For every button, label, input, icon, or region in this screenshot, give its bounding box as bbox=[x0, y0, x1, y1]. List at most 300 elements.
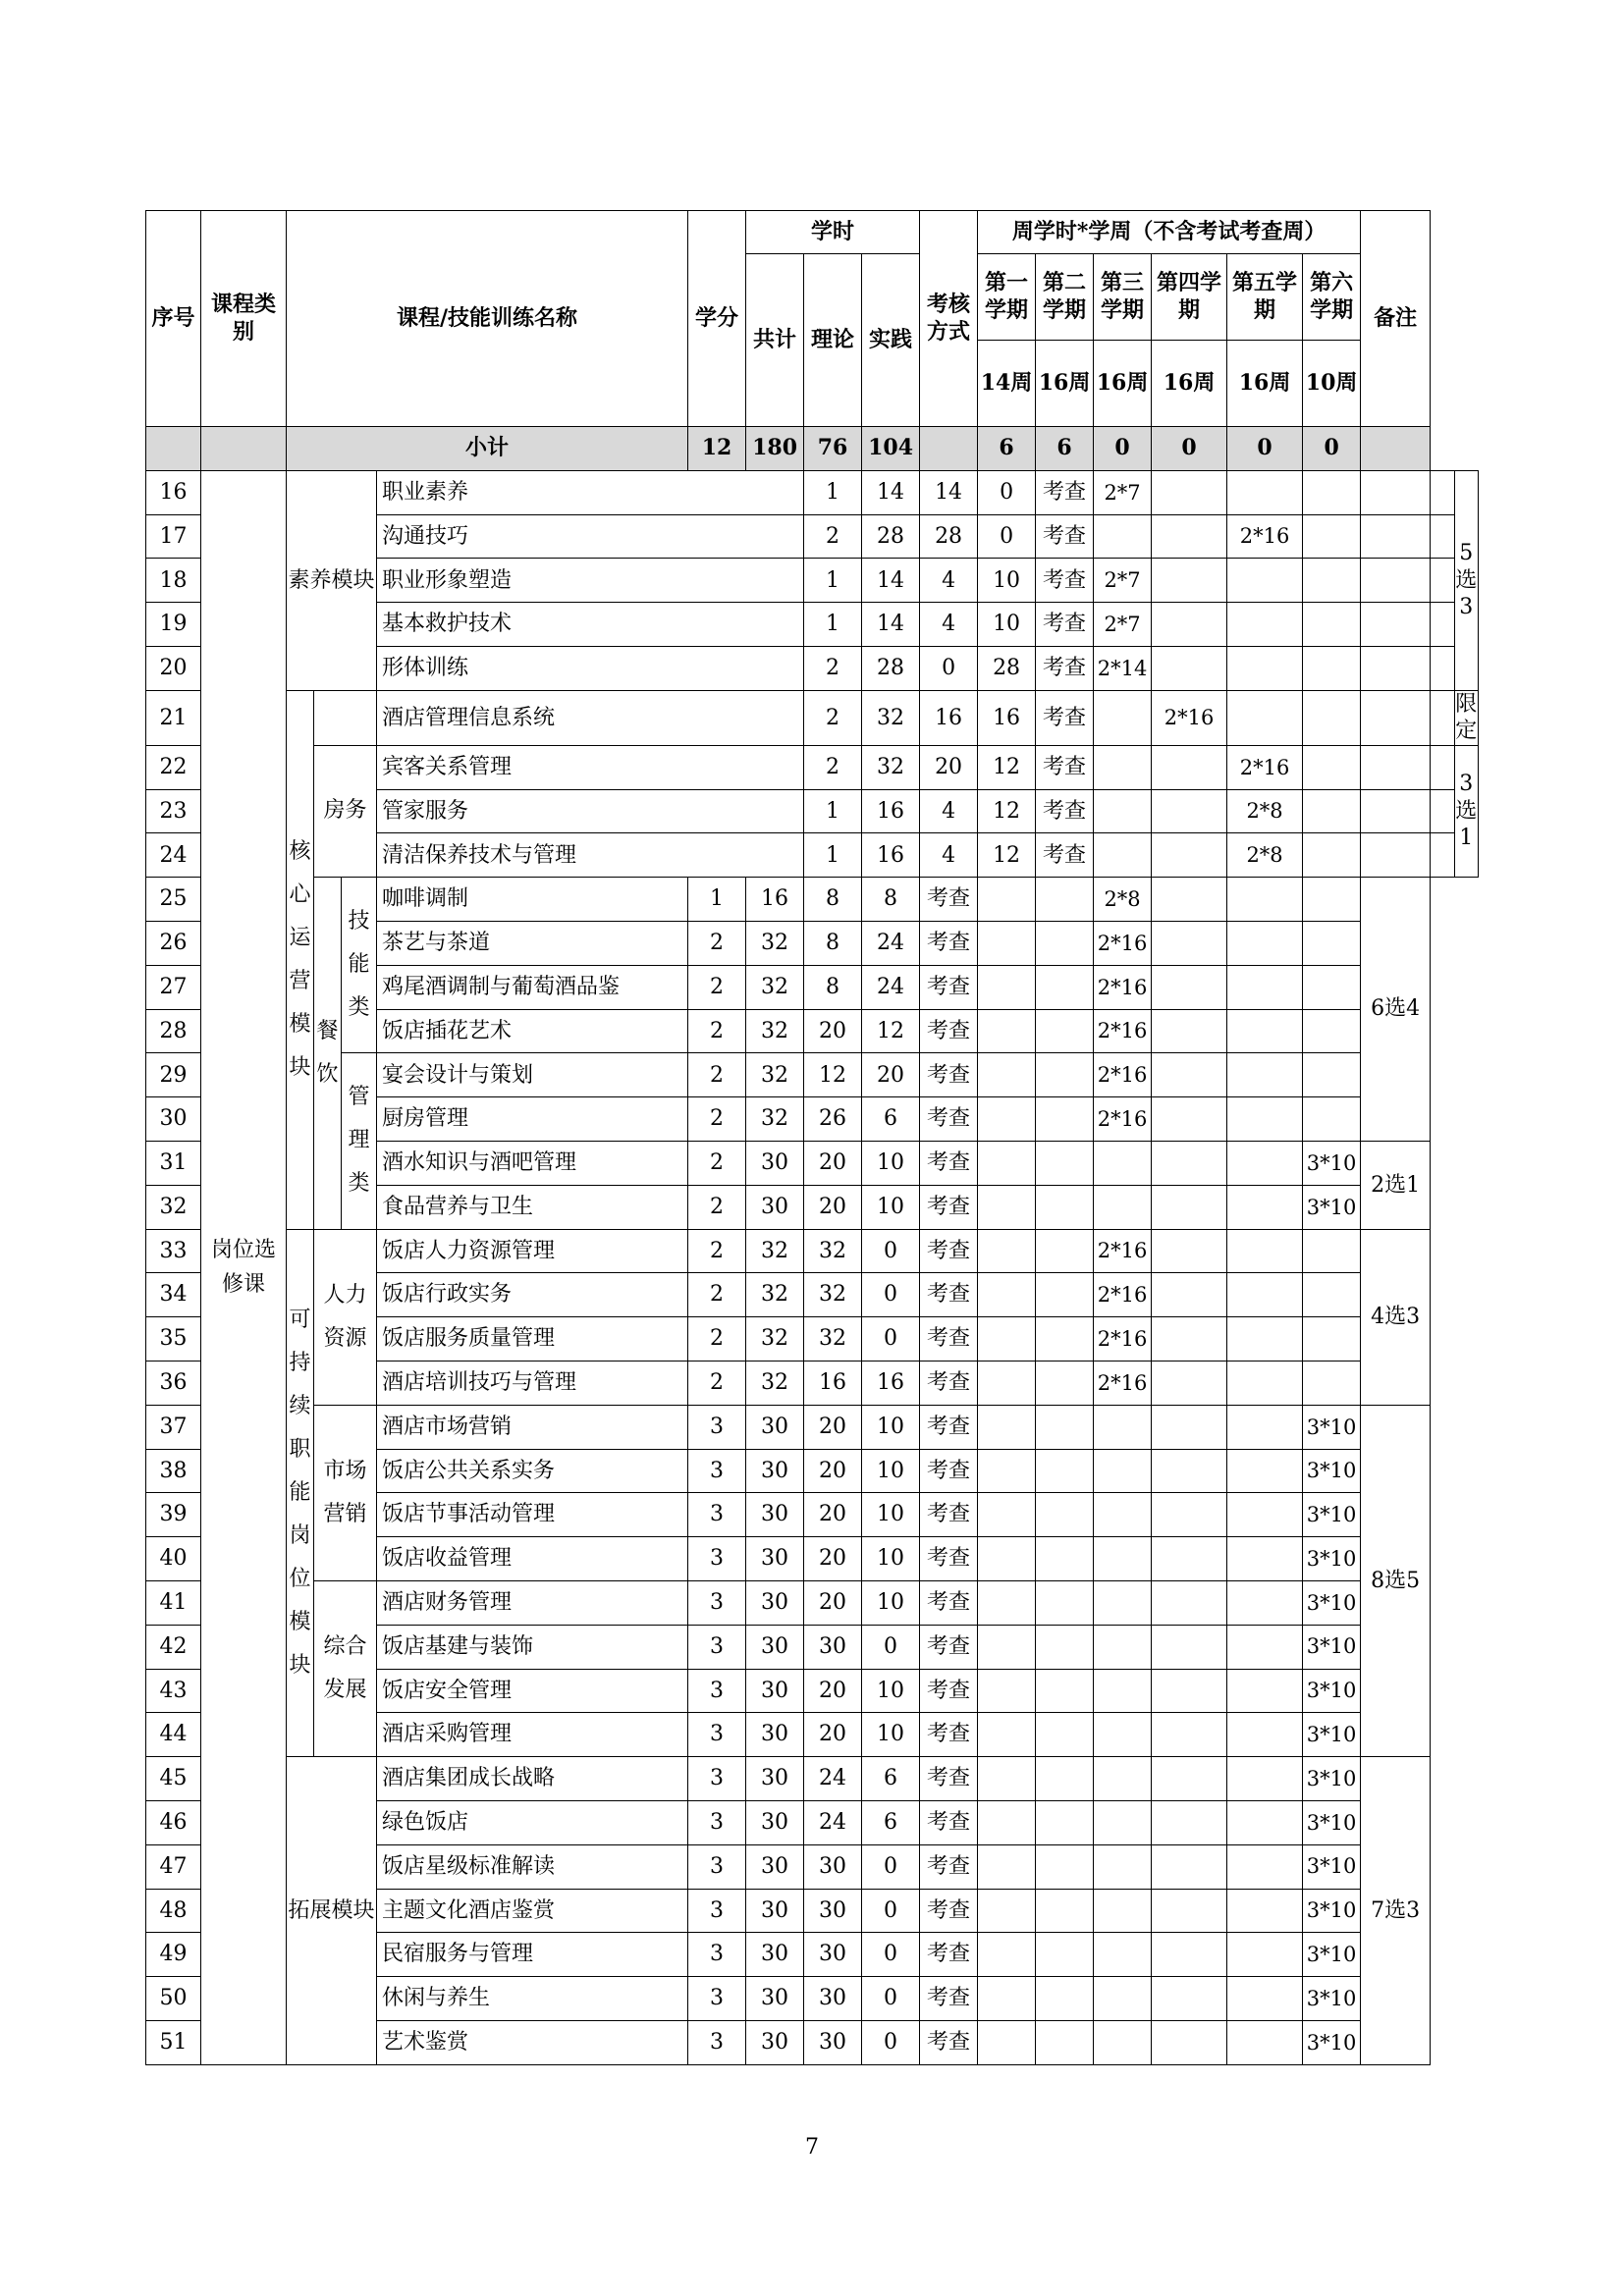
row-total-hours: 30 bbox=[746, 1757, 804, 1801]
row-credit: 2 bbox=[688, 965, 746, 1009]
row-term-schedule bbox=[1152, 1580, 1227, 1625]
category-module: 可持续职能岗位模块 bbox=[287, 1229, 314, 1757]
row-theory-hours: 30 bbox=[804, 1977, 862, 2021]
row-practice-hours: 10 bbox=[862, 1141, 920, 1185]
row-seq: 25 bbox=[146, 878, 201, 922]
subtotal-term: 6 bbox=[978, 427, 1036, 471]
row-total-hours: 30 bbox=[746, 1977, 804, 2021]
row-credit: 3 bbox=[688, 1800, 746, 1844]
row-theory-hours: 16 bbox=[804, 1361, 862, 1405]
row-seq: 29 bbox=[146, 1053, 201, 1097]
row-assessment: 考查 bbox=[920, 1800, 978, 1844]
row-seq: 39 bbox=[146, 1493, 201, 1537]
row-course-name: 酒店管理信息系统 bbox=[377, 690, 804, 745]
row-term-schedule bbox=[1431, 646, 1454, 690]
row-term-schedule bbox=[978, 1844, 1036, 1889]
row-total-hours: 14 bbox=[862, 603, 920, 647]
row-term-schedule bbox=[1303, 1317, 1361, 1362]
row-total-hours: 30 bbox=[746, 1537, 804, 1581]
category-group: 管理类 bbox=[342, 1053, 377, 1229]
row-credit: 3 bbox=[688, 1405, 746, 1449]
row-seq: 50 bbox=[146, 1977, 201, 2021]
row-term-schedule bbox=[1036, 1933, 1094, 1977]
category-sub: 综合发展 bbox=[314, 1580, 377, 1756]
row-seq: 16 bbox=[146, 470, 201, 514]
row-term-schedule bbox=[978, 878, 1036, 922]
row-total-hours: 32 bbox=[746, 1273, 804, 1317]
row-term-schedule bbox=[1303, 1361, 1361, 1405]
row-term-schedule bbox=[1152, 789, 1227, 833]
row-term-schedule bbox=[1361, 470, 1431, 514]
row-term-schedule bbox=[1431, 603, 1454, 647]
row-credit: 2 bbox=[688, 1097, 746, 1142]
row-term-schedule bbox=[1094, 1141, 1152, 1185]
row-practice-hours: 0 bbox=[862, 1273, 920, 1317]
row-assessment: 考查 bbox=[920, 1537, 978, 1581]
row-theory-hours: 4 bbox=[920, 833, 978, 878]
row-term-schedule bbox=[1036, 2020, 1094, 2064]
row-seq: 35 bbox=[146, 1317, 201, 1362]
row-theory-hours: 4 bbox=[920, 559, 978, 603]
row-term-schedule bbox=[1152, 1757, 1227, 1801]
row-note: 8选5 bbox=[1361, 1405, 1431, 1756]
header-assess: 考核方式 bbox=[920, 211, 978, 427]
row-course-name: 沟通技巧 bbox=[377, 514, 804, 559]
row-term-schedule bbox=[1361, 833, 1431, 878]
row-theory-hours: 20 bbox=[804, 1493, 862, 1537]
row-term-schedule: 3*10 bbox=[1303, 1449, 1361, 1493]
row-term-schedule bbox=[978, 2020, 1036, 2064]
row-practice-hours: 10 bbox=[978, 559, 1036, 603]
row-course-name: 宾客关系管理 bbox=[377, 745, 804, 789]
row-course-name: 酒店集团成长战略 bbox=[377, 1757, 688, 1801]
row-course-name: 饭店收益管理 bbox=[377, 1537, 688, 1581]
row-term-schedule bbox=[1152, 1844, 1227, 1889]
row-total-hours: 14 bbox=[862, 559, 920, 603]
row-total-hours: 32 bbox=[746, 1317, 804, 1362]
row-term-schedule bbox=[1227, 1097, 1303, 1142]
category-module: 核心运营模块 bbox=[287, 690, 314, 1229]
header-note: 备注 bbox=[1361, 211, 1431, 427]
row-total-hours: 32 bbox=[746, 1009, 804, 1053]
row-term-schedule: 2*7 bbox=[1094, 559, 1152, 603]
row-assessment: 考查 bbox=[920, 1317, 978, 1362]
row-term-schedule bbox=[1094, 1493, 1152, 1537]
row-course-name: 饭店行政实务 bbox=[377, 1273, 688, 1317]
row-seq: 18 bbox=[146, 559, 201, 603]
row-total-hours: 30 bbox=[746, 1625, 804, 1669]
row-course-name: 厨房管理 bbox=[377, 1097, 688, 1142]
row-term-schedule bbox=[1227, 1185, 1303, 1229]
row-theory-hours: 30 bbox=[804, 2020, 862, 2064]
row-theory-hours: 30 bbox=[804, 1625, 862, 1669]
row-term-schedule: 2*16 bbox=[1094, 1097, 1152, 1142]
row-theory-hours: 20 bbox=[804, 1580, 862, 1625]
row-assessment: 考查 bbox=[920, 1273, 978, 1317]
row-assessment: 考查 bbox=[920, 878, 978, 922]
row-term-schedule bbox=[1361, 559, 1431, 603]
row-term-schedule bbox=[1303, 603, 1361, 647]
row-total-hours: 30 bbox=[746, 1493, 804, 1537]
row-total-hours: 32 bbox=[746, 1229, 804, 1273]
row-seq: 45 bbox=[146, 1757, 201, 1801]
table-row bbox=[146, 1405, 1479, 1449]
row-course-name: 饭店基建与装饰 bbox=[377, 1625, 688, 1669]
subtotal-practice: 104 bbox=[862, 427, 920, 471]
row-term-schedule bbox=[1036, 965, 1094, 1009]
row-theory-hours: 24 bbox=[804, 1800, 862, 1844]
row-term-schedule bbox=[1152, 1229, 1227, 1273]
row-total-hours: 28 bbox=[862, 514, 920, 559]
row-term-schedule bbox=[978, 1229, 1036, 1273]
header-term-weeks: 16周 bbox=[1152, 341, 1227, 427]
row-practice-hours: 24 bbox=[862, 965, 920, 1009]
row-term-schedule bbox=[1227, 1361, 1303, 1405]
row-term-schedule bbox=[1094, 1449, 1152, 1493]
row-term-schedule bbox=[1227, 1273, 1303, 1317]
row-course-name: 酒店市场营销 bbox=[377, 1405, 688, 1449]
row-term-schedule bbox=[1094, 1537, 1152, 1581]
row-credit: 2 bbox=[688, 1361, 746, 1405]
row-seq: 36 bbox=[146, 1361, 201, 1405]
row-term-schedule bbox=[1227, 1580, 1303, 1625]
row-practice-hours: 10 bbox=[862, 1713, 920, 1757]
subtotal-total: 180 bbox=[746, 427, 804, 471]
row-term-schedule bbox=[1036, 1800, 1094, 1844]
row-term-schedule bbox=[1361, 745, 1431, 789]
row-term-schedule bbox=[1303, 1009, 1361, 1053]
row-term-schedule bbox=[978, 1361, 1036, 1405]
row-credit: 3 bbox=[688, 1933, 746, 1977]
row-term-schedule bbox=[1303, 559, 1361, 603]
subtotal-term: 0 bbox=[1227, 427, 1303, 471]
header-term: 第二学期 bbox=[1036, 254, 1094, 341]
row-term-schedule bbox=[1036, 1361, 1094, 1405]
row-seq: 19 bbox=[146, 603, 201, 647]
row-seq: 41 bbox=[146, 1580, 201, 1625]
row-course-name: 饭店公共关系实务 bbox=[377, 1449, 688, 1493]
row-course-name: 茶艺与茶道 bbox=[377, 921, 688, 965]
row-total-hours: 32 bbox=[746, 1053, 804, 1097]
row-total-hours: 32 bbox=[746, 921, 804, 965]
row-course-name: 清洁保养技术与管理 bbox=[377, 833, 804, 878]
row-term-schedule bbox=[1152, 603, 1227, 647]
row-term-schedule bbox=[1227, 1800, 1303, 1844]
row-theory-hours: 30 bbox=[804, 1844, 862, 1889]
row-assessment: 考查 bbox=[920, 1977, 978, 2021]
row-term-schedule bbox=[1152, 1053, 1227, 1097]
row-term-schedule bbox=[978, 1757, 1036, 1801]
row-term-schedule bbox=[978, 1800, 1036, 1844]
row-course-name: 艺术鉴赏 bbox=[377, 2020, 688, 2064]
row-seq: 32 bbox=[146, 1185, 201, 1229]
row-assessment: 考查 bbox=[920, 1713, 978, 1757]
row-term-schedule bbox=[1152, 878, 1227, 922]
row-term-schedule bbox=[1094, 690, 1152, 745]
row-term-schedule bbox=[1303, 965, 1361, 1009]
row-term-schedule bbox=[1152, 1009, 1227, 1053]
row-term-schedule bbox=[1094, 1933, 1152, 1977]
row-credit: 3 bbox=[688, 1844, 746, 1889]
row-term-schedule bbox=[1152, 646, 1227, 690]
row-seq: 28 bbox=[146, 1009, 201, 1053]
row-term-schedule bbox=[1036, 1757, 1094, 1801]
row-course-name: 饭店星级标准解读 bbox=[377, 1844, 688, 1889]
row-theory-hours: 26 bbox=[804, 1097, 862, 1142]
header-weekly: 周学时*学周（不含考试考查周） bbox=[978, 211, 1361, 254]
row-practice-hours: 12 bbox=[978, 789, 1036, 833]
row-term-schedule bbox=[1152, 1889, 1227, 1933]
row-seq: 48 bbox=[146, 1889, 201, 1933]
row-assessment: 考查 bbox=[1036, 690, 1094, 745]
row-term-schedule bbox=[1227, 1317, 1303, 1362]
row-credit: 3 bbox=[688, 1580, 746, 1625]
row-total-hours: 30 bbox=[746, 1844, 804, 1889]
row-term-schedule bbox=[1094, 2020, 1152, 2064]
row-assessment: 考查 bbox=[920, 1229, 978, 1273]
row-term-schedule bbox=[1094, 1580, 1152, 1625]
row-term-schedule bbox=[1094, 1977, 1152, 2021]
row-term-schedule: 3*10 bbox=[1303, 1713, 1361, 1757]
row-term-schedule bbox=[1227, 1757, 1303, 1801]
table-row bbox=[146, 745, 1479, 789]
row-credit: 2 bbox=[688, 921, 746, 965]
row-theory-hours: 24 bbox=[804, 1757, 862, 1801]
row-practice-hours: 12 bbox=[862, 1009, 920, 1053]
row-term-schedule bbox=[1036, 1273, 1094, 1317]
row-seq: 20 bbox=[146, 646, 201, 690]
row-term-schedule bbox=[1152, 1361, 1227, 1405]
row-credit: 2 bbox=[688, 1273, 746, 1317]
row-term-schedule: 3*10 bbox=[1303, 1800, 1361, 1844]
row-term-schedule: 2*16 bbox=[1094, 1229, 1152, 1273]
row-practice-hours: 12 bbox=[978, 833, 1036, 878]
table-row bbox=[146, 470, 1479, 514]
row-term-schedule: 3*10 bbox=[1303, 1757, 1361, 1801]
row-term-schedule bbox=[978, 1493, 1036, 1537]
row-term-schedule: 2*16 bbox=[1094, 1317, 1152, 1362]
row-term-schedule bbox=[1303, 789, 1361, 833]
row-theory-hours: 16 bbox=[920, 690, 978, 745]
row-assessment: 考查 bbox=[920, 965, 978, 1009]
category-main: 岗位选修课 bbox=[201, 470, 287, 2064]
row-credit: 2 bbox=[804, 690, 862, 745]
row-term-schedule: 2*16 bbox=[1152, 690, 1227, 745]
row-term-schedule: 2*16 bbox=[1227, 514, 1303, 559]
row-term-schedule bbox=[1431, 470, 1454, 514]
header-term: 第六学期 bbox=[1303, 254, 1361, 341]
row-term-schedule: 2*8 bbox=[1227, 789, 1303, 833]
row-assessment: 考查 bbox=[920, 2020, 978, 2064]
row-course-name: 休闲与养生 bbox=[377, 1977, 688, 2021]
row-term-schedule bbox=[1431, 559, 1454, 603]
row-term-schedule bbox=[1303, 1229, 1361, 1273]
row-credit: 3 bbox=[688, 1625, 746, 1669]
row-term-schedule: 3*10 bbox=[1303, 1141, 1361, 1185]
row-theory-hours: 8 bbox=[804, 965, 862, 1009]
row-term-schedule bbox=[1094, 1800, 1152, 1844]
row-practice-hours: 0 bbox=[862, 1977, 920, 2021]
row-term-schedule bbox=[1152, 470, 1227, 514]
row-term-schedule bbox=[1227, 1141, 1303, 1185]
row-practice-hours: 0 bbox=[978, 514, 1036, 559]
row-seq: 31 bbox=[146, 1141, 201, 1185]
row-practice-hours: 0 bbox=[862, 1844, 920, 1889]
row-assessment: 考查 bbox=[920, 1405, 978, 1449]
row-term-schedule bbox=[1152, 1537, 1227, 1581]
row-note: 4选3 bbox=[1361, 1229, 1431, 1405]
row-total-hours: 30 bbox=[746, 1449, 804, 1493]
row-term-schedule bbox=[1094, 1405, 1152, 1449]
row-term-schedule bbox=[1227, 1713, 1303, 1757]
row-credit: 1 bbox=[688, 878, 746, 922]
row-course-name: 基本救护技术 bbox=[377, 603, 804, 647]
row-term-schedule bbox=[1094, 1889, 1152, 1933]
row-practice-hours: 0 bbox=[862, 1625, 920, 1669]
row-term-schedule bbox=[1303, 745, 1361, 789]
row-term-schedule bbox=[1303, 833, 1361, 878]
row-theory-hours: 32 bbox=[804, 1273, 862, 1317]
row-theory-hours: 0 bbox=[920, 646, 978, 690]
row-theory-hours: 20 bbox=[920, 745, 978, 789]
category-group: 技能类 bbox=[342, 878, 377, 1053]
row-term-schedule bbox=[1152, 1317, 1227, 1362]
row-assessment: 考查 bbox=[1036, 745, 1094, 789]
row-term-schedule: 2*16 bbox=[1094, 965, 1152, 1009]
row-course-name: 食品营养与卫生 bbox=[377, 1185, 688, 1229]
subtotal-theory: 76 bbox=[804, 427, 862, 471]
row-assessment: 考查 bbox=[920, 1053, 978, 1097]
row-term-schedule bbox=[1094, 1713, 1152, 1757]
row-credit: 3 bbox=[688, 1493, 746, 1537]
row-term-schedule: 3*10 bbox=[1303, 1405, 1361, 1449]
row-credit: 2 bbox=[688, 1141, 746, 1185]
row-practice-hours: 10 bbox=[978, 603, 1036, 647]
row-seq: 22 bbox=[146, 745, 201, 789]
row-course-name: 职业素养 bbox=[377, 470, 804, 514]
header-total: 共计 bbox=[746, 254, 804, 427]
row-term-schedule bbox=[1152, 1185, 1227, 1229]
row-total-hours: 16 bbox=[746, 878, 804, 922]
table-row bbox=[146, 1757, 1479, 1801]
row-practice-hours: 0 bbox=[862, 2020, 920, 2064]
row-term-schedule bbox=[1152, 1141, 1227, 1185]
subtotal-term: 0 bbox=[1094, 427, 1152, 471]
row-credit: 2 bbox=[688, 1053, 746, 1097]
row-total-hours: 30 bbox=[746, 2020, 804, 2064]
row-term-schedule bbox=[1227, 1405, 1303, 1449]
row-practice-hours: 0 bbox=[862, 1229, 920, 1273]
row-seq: 27 bbox=[146, 965, 201, 1009]
row-term-schedule bbox=[1227, 1889, 1303, 1933]
row-term-schedule bbox=[1303, 921, 1361, 965]
row-term-schedule bbox=[1152, 921, 1227, 965]
course-table bbox=[145, 210, 1479, 2065]
row-theory-hours: 20 bbox=[804, 1669, 862, 1713]
row-note: 7选3 bbox=[1361, 1757, 1431, 2065]
row-term-schedule bbox=[1303, 470, 1361, 514]
row-term-schedule bbox=[1152, 745, 1227, 789]
row-course-name: 职业形象塑造 bbox=[377, 559, 804, 603]
row-theory-hours: 28 bbox=[920, 514, 978, 559]
subtotal-term: 0 bbox=[1303, 427, 1361, 471]
row-seq: 44 bbox=[146, 1713, 201, 1757]
row-term-schedule bbox=[1094, 514, 1152, 559]
row-practice-hours: 0 bbox=[862, 1889, 920, 1933]
row-assessment: 考查 bbox=[920, 1009, 978, 1053]
row-credit: 3 bbox=[688, 1977, 746, 2021]
row-seq: 47 bbox=[146, 1844, 201, 1889]
row-total-hours: 30 bbox=[746, 1933, 804, 1977]
row-term-schedule bbox=[1152, 1625, 1227, 1669]
row-term-schedule bbox=[1152, 965, 1227, 1009]
row-term-schedule bbox=[978, 965, 1036, 1009]
header-term-weeks: 10周 bbox=[1303, 341, 1361, 427]
row-practice-hours: 10 bbox=[862, 1580, 920, 1625]
header-practice: 实践 bbox=[862, 254, 920, 427]
row-theory-hours: 20 bbox=[804, 1449, 862, 1493]
row-assessment: 考查 bbox=[920, 1141, 978, 1185]
row-term-schedule: 2*16 bbox=[1094, 1053, 1152, 1097]
row-credit: 1 bbox=[804, 833, 862, 878]
row-seq: 23 bbox=[146, 789, 201, 833]
row-term-schedule bbox=[1152, 559, 1227, 603]
row-term-schedule bbox=[978, 1273, 1036, 1317]
row-term-schedule bbox=[978, 1933, 1036, 1977]
row-term-schedule bbox=[1036, 1493, 1094, 1537]
row-assessment: 考查 bbox=[1036, 833, 1094, 878]
page-number: 7 bbox=[805, 2135, 819, 2160]
row-term-schedule bbox=[1361, 690, 1431, 745]
header-term: 第五学期 bbox=[1227, 254, 1303, 341]
row-seq: 37 bbox=[146, 1405, 201, 1449]
table-row bbox=[146, 1229, 1479, 1273]
row-term-schedule: 2*16 bbox=[1227, 745, 1303, 789]
header-credit: 学分 bbox=[688, 211, 746, 427]
row-total-hours: 16 bbox=[862, 833, 920, 878]
row-theory-hours: 30 bbox=[804, 1933, 862, 1977]
row-practice-hours: 10 bbox=[862, 1493, 920, 1537]
row-assessment: 考查 bbox=[1036, 514, 1094, 559]
row-note: 3选1 bbox=[1454, 745, 1478, 877]
row-credit: 2 bbox=[804, 646, 862, 690]
row-course-name: 民宿服务与管理 bbox=[377, 1933, 688, 1977]
header-term-weeks: 16周 bbox=[1036, 341, 1094, 427]
header-term: 第四学期 bbox=[1152, 254, 1227, 341]
row-term-schedule bbox=[978, 1713, 1036, 1757]
category-module: 拓展模块 bbox=[287, 1757, 377, 2065]
row-credit: 3 bbox=[688, 1889, 746, 1933]
row-term-schedule bbox=[1036, 1009, 1094, 1053]
header-theory: 理论 bbox=[804, 254, 862, 427]
row-practice-hours: 10 bbox=[862, 1537, 920, 1581]
row-term-schedule: 2*16 bbox=[1094, 921, 1152, 965]
row-theory-hours: 20 bbox=[804, 1141, 862, 1185]
row-term-schedule bbox=[1303, 690, 1361, 745]
row-theory-hours: 20 bbox=[804, 1537, 862, 1581]
row-term-schedule bbox=[1431, 690, 1454, 745]
row-term-schedule bbox=[1227, 1449, 1303, 1493]
row-assessment: 考查 bbox=[920, 921, 978, 965]
row-term-schedule: 3*10 bbox=[1303, 1185, 1361, 1229]
row-term-schedule: 3*10 bbox=[1303, 1844, 1361, 1889]
row-assessment: 考查 bbox=[920, 1669, 978, 1713]
row-practice-hours: 10 bbox=[862, 1669, 920, 1713]
row-term-schedule bbox=[1152, 1097, 1227, 1142]
row-term-schedule bbox=[1152, 1669, 1227, 1713]
table-row bbox=[146, 1053, 1479, 1097]
row-term-schedule bbox=[1036, 878, 1094, 922]
